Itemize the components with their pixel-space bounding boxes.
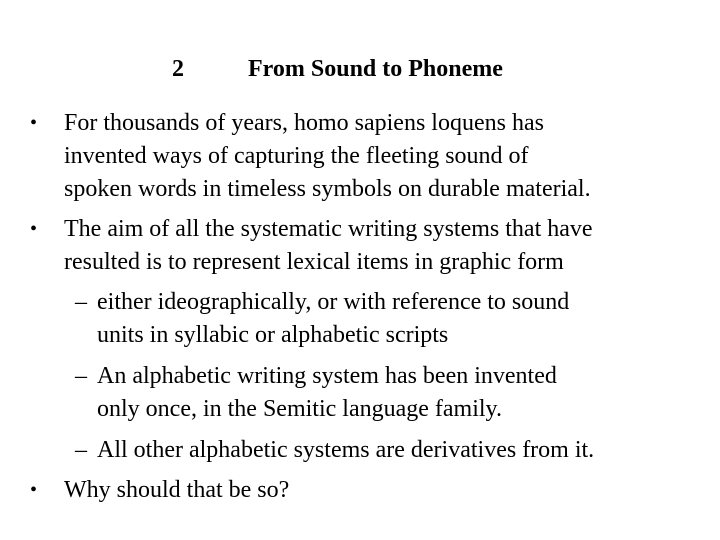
bullet-text-line: For thousands of years, homo sapiens loquens has bbox=[64, 110, 544, 136]
dash-icon: – bbox=[75, 437, 87, 463]
sub-bullet-text-line: only once, in the Semitic language family. bbox=[97, 396, 502, 422]
bullet-icon: • bbox=[30, 479, 38, 501]
bullet-text-line: Why should that be so? bbox=[64, 477, 290, 503]
bullet-text-line: spoken words in timeless symbols on durable material. bbox=[64, 176, 591, 202]
sub-bullet-text-line: either ideographically, or with reference to sound bbox=[97, 289, 570, 315]
bullet-text-line: The aim of all the systematic writing systems that have bbox=[64, 216, 593, 242]
sub-bullet-text-line: An alphabetic writing system has been invented bbox=[97, 363, 557, 389]
dash-icon: – bbox=[75, 289, 87, 315]
slide-title-text: From Sound to Phoneme bbox=[248, 56, 503, 82]
bullet-icon: • bbox=[30, 112, 38, 134]
slide-number: 2 bbox=[172, 56, 184, 82]
sub-bullet-text-line: All other alphabetic systems are derivatives from it. bbox=[97, 437, 595, 463]
bullet-text-line: resulted is to represent lexical items in graphic form bbox=[64, 249, 564, 275]
bullet-text-line: invented ways of capturing the fleeting sound of bbox=[64, 143, 529, 169]
sub-bullet-text-line: units in syllabic or alphabetic scripts bbox=[97, 322, 449, 348]
slide-title bbox=[0, 56, 720, 86]
dash-icon: – bbox=[75, 363, 87, 389]
bullet-icon: • bbox=[30, 218, 38, 240]
